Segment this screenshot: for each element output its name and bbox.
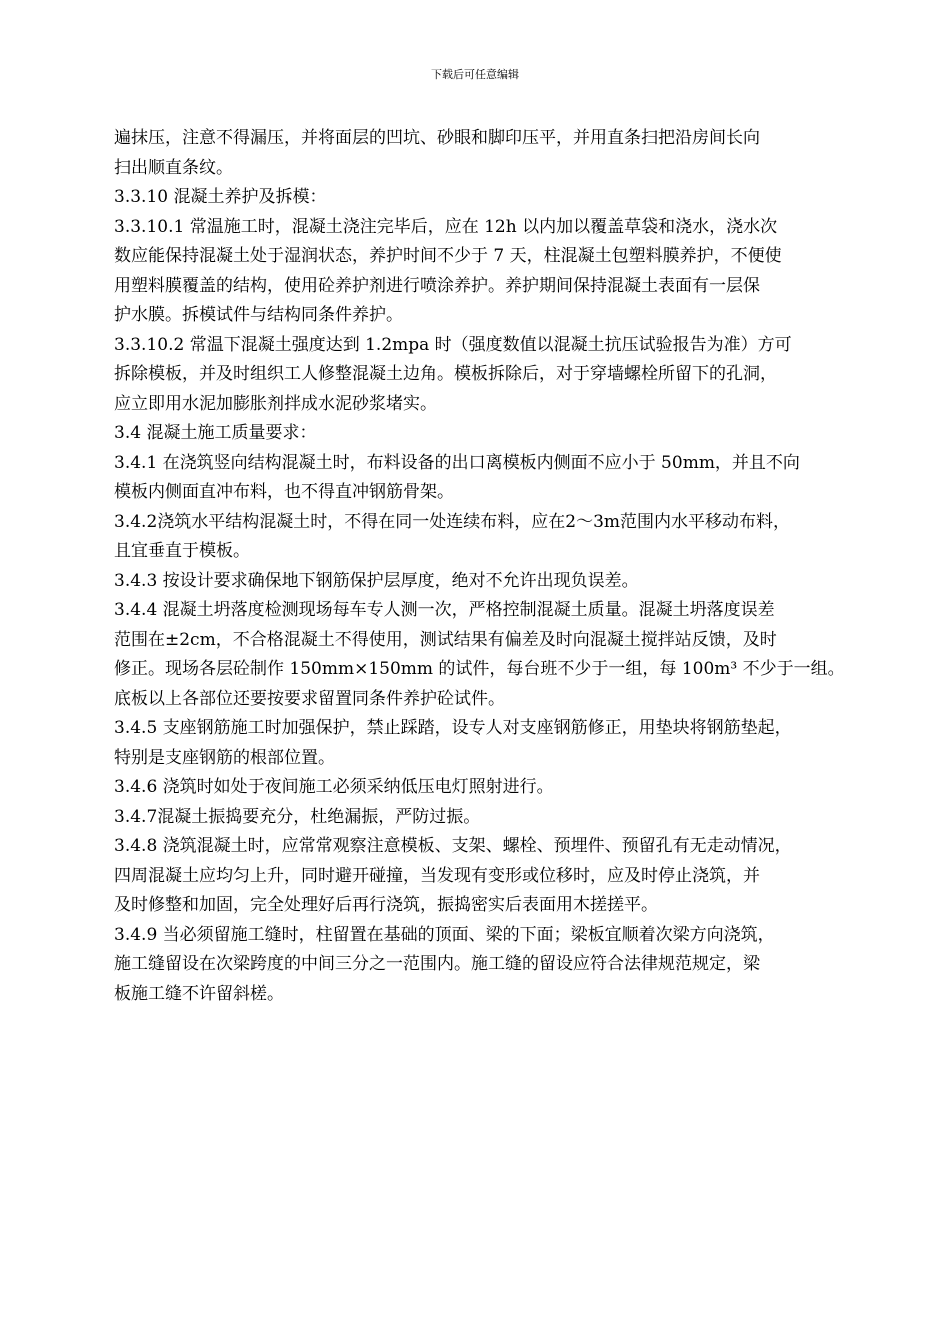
text-line: 模板内侧面直冲布料，也不得直冲钢筋骨架。: [114, 482, 454, 502]
text-line: 3.4.1 在浇筑竖向结构混凝土时，布料设备的出口离模板内侧面不应小于 50mm，并且不向: [114, 452, 800, 473]
text-line: 3.4.4 混凝土坍落度检测现场每车专人测一次，严格控制混凝土质量。混凝土坍落度误差: [114, 600, 775, 620]
text-line: 四周混凝土应均匀上升，同时避开碰撞，当发现有变形或位移时，应及时停止浇筑，并: [114, 865, 760, 886]
text-line: 护水膜。拆模试件与结构同条件养护。: [114, 305, 403, 325]
document-body: [114, 124, 874, 1009]
text-line: 数应能保持混凝土处于湿润状态，养护时间不少于 7 天，柱混凝土包塑料膜养护，不便使: [114, 246, 782, 266]
text-line: 遍抹压，注意不得漏压，并将面层的凹坑、砂眼和脚印压平，并用直条扫把沿房间长向: [114, 128, 760, 148]
text-line: 拆除模板，并及时组织工人修整混凝土边角。模板拆除后，对于穿墙螺栓所留下的孔洞，: [114, 364, 777, 384]
text-line: 3.4.9 当必须留施工缝时，柱留置在基础的顶面、梁的下面；梁板宜顺着次梁方向浇筑，: [114, 924, 775, 945]
text-line: 扫出顺直条纹。: [114, 157, 233, 178]
text-line: 3.4.8 浇筑混凝土时，应常常观察注意模板、支架、螺栓、预埋件、预留孔有无走动情况，: [114, 836, 792, 856]
text-line: 3.4.6 浇筑时如处于夜间施工必须采纳低压电灯照射进行。: [114, 777, 554, 797]
text-line: 板施工缝不许留斜槎。: [114, 983, 284, 1004]
text-line: 应立即用水泥加膨胀剂拌成水泥砂浆堵实。: [114, 393, 437, 414]
text-line: 3.4.2浇筑水平结构混凝土时，不得在同一处连续布料，应在2～3m范围内水平移动布料，: [114, 511, 791, 532]
text-line: 特别是支座钢筋的根部位置。: [114, 747, 335, 768]
text-line: 且宜垂直于模板。: [114, 541, 250, 561]
text-line: 3.3.10.2 常温下混凝土强度达到 1.2mpa 时（强度数值以混凝土抗压试验报告为准）方可: [114, 334, 792, 355]
text-line: 3.4.3 按设计要求确保地下钢筋保护层厚度，绝对不允许出现负误差。: [114, 570, 639, 591]
text-line: 及时修整和加固，完全处理好后再行浇筑，振捣密实后表面用木搓搓平。: [114, 895, 658, 915]
text-line: 3.3.10.1 常温施工时，混凝土浇注完毕后，应在 12h 以内加以覆盖草袋和浇水，浇水次: [114, 216, 778, 237]
section-heading: 3.4 混凝土施工质量要求：: [114, 423, 317, 443]
text-line: 3.4.7混凝土振捣要充分，杜绝漏振，严防过振。: [114, 806, 481, 827]
text-line: 3.4.5 支座钢筋施工时加强保护，禁止踩踏，设专人对支座钢筋修正，用垫块将钢筋垫起，: [114, 718, 792, 738]
page-header: 下载后可任意编辑: [431, 68, 519, 81]
text-line: 施工缝留设在次梁跨度的中间三分之一范围内。施工缝的留设应符合法律规范规定，梁: [114, 954, 760, 974]
text-line: 修正。现场各层砼制作 150mm×150mm 的试件，每台班不少于一组，每 100m³ 不少于一组。: [114, 659, 845, 679]
text-line: 用塑料膜覆盖的结构，使用砼养护剂进行喷涂养护。养护期间保持混凝土表面有一层保: [114, 275, 760, 296]
text-line: 底板以上各部位还要按要求留置同条件养护砼试件。: [114, 688, 505, 709]
section-heading: 3.3.10 混凝土养护及拆模：: [114, 187, 327, 207]
text-line: 范围在±2cm，不合格混凝土不得使用，测试结果有偏差及时向混凝土搅拌站反馈，及时: [114, 629, 777, 650]
